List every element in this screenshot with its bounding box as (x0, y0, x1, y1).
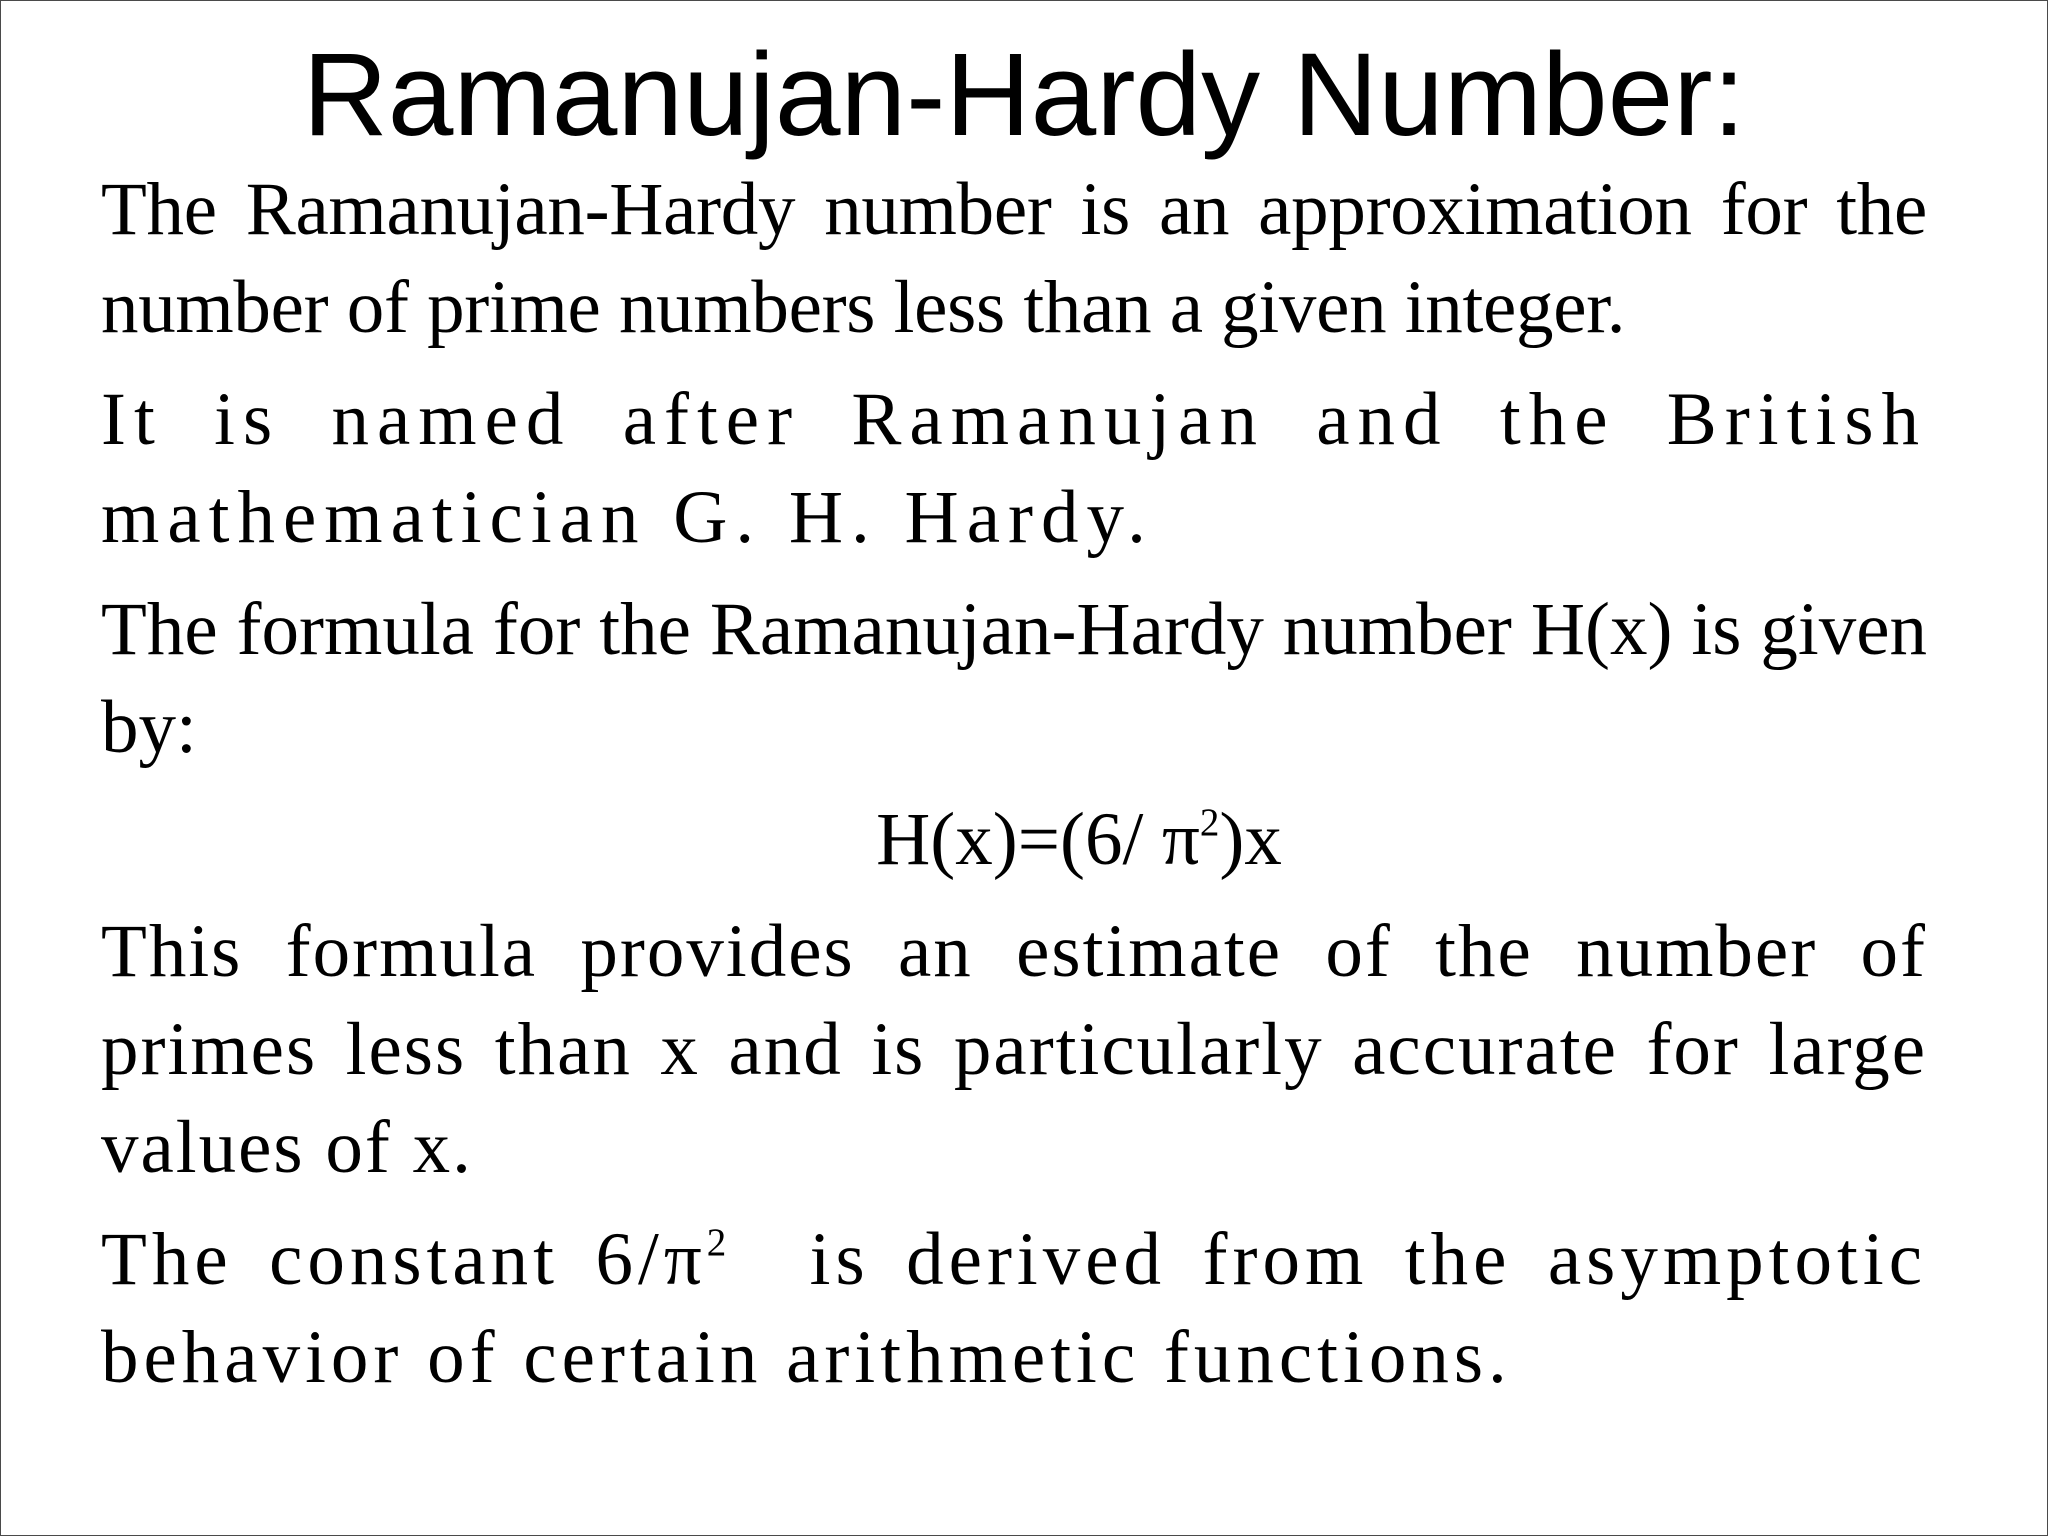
paragraph-constant (101, 1211, 1927, 1407)
formula-exponent: 2 (1199, 800, 1220, 844)
formula-suffix: )x (1219, 798, 1282, 881)
slide-title: Ramanujan-Hardy Number: (302, 29, 1746, 161)
constant-prefix: The constant 6/π (101, 1218, 707, 1301)
constant-suffix: is derived from the asymptotic behavior of certain arithmetic functions. (101, 1218, 1927, 1399)
formula (746, 798, 1282, 881)
slide-body (101, 161, 1927, 1421)
formula-prefix: H(x)=(6/ π (876, 798, 1200, 881)
paragraph-formula-intro: The formula for the Ramanujan-Hardy number H(x) is given by: (101, 588, 1927, 769)
constant-exponent: 2 (706, 1220, 732, 1264)
formula-line (101, 791, 1927, 889)
paragraph-definition: The Ramanujan-Hardy number is an approximation for the number of prime numbers less than a given integer. (101, 168, 1927, 349)
paragraph-estimate: This formula provides an estimate of the number of primes less than x and is particularly accurate for large values of x. (101, 910, 1927, 1189)
paragraph-naming: It is named after Ramanujan and the British mathematician G. H. Hardy. (101, 378, 1927, 559)
